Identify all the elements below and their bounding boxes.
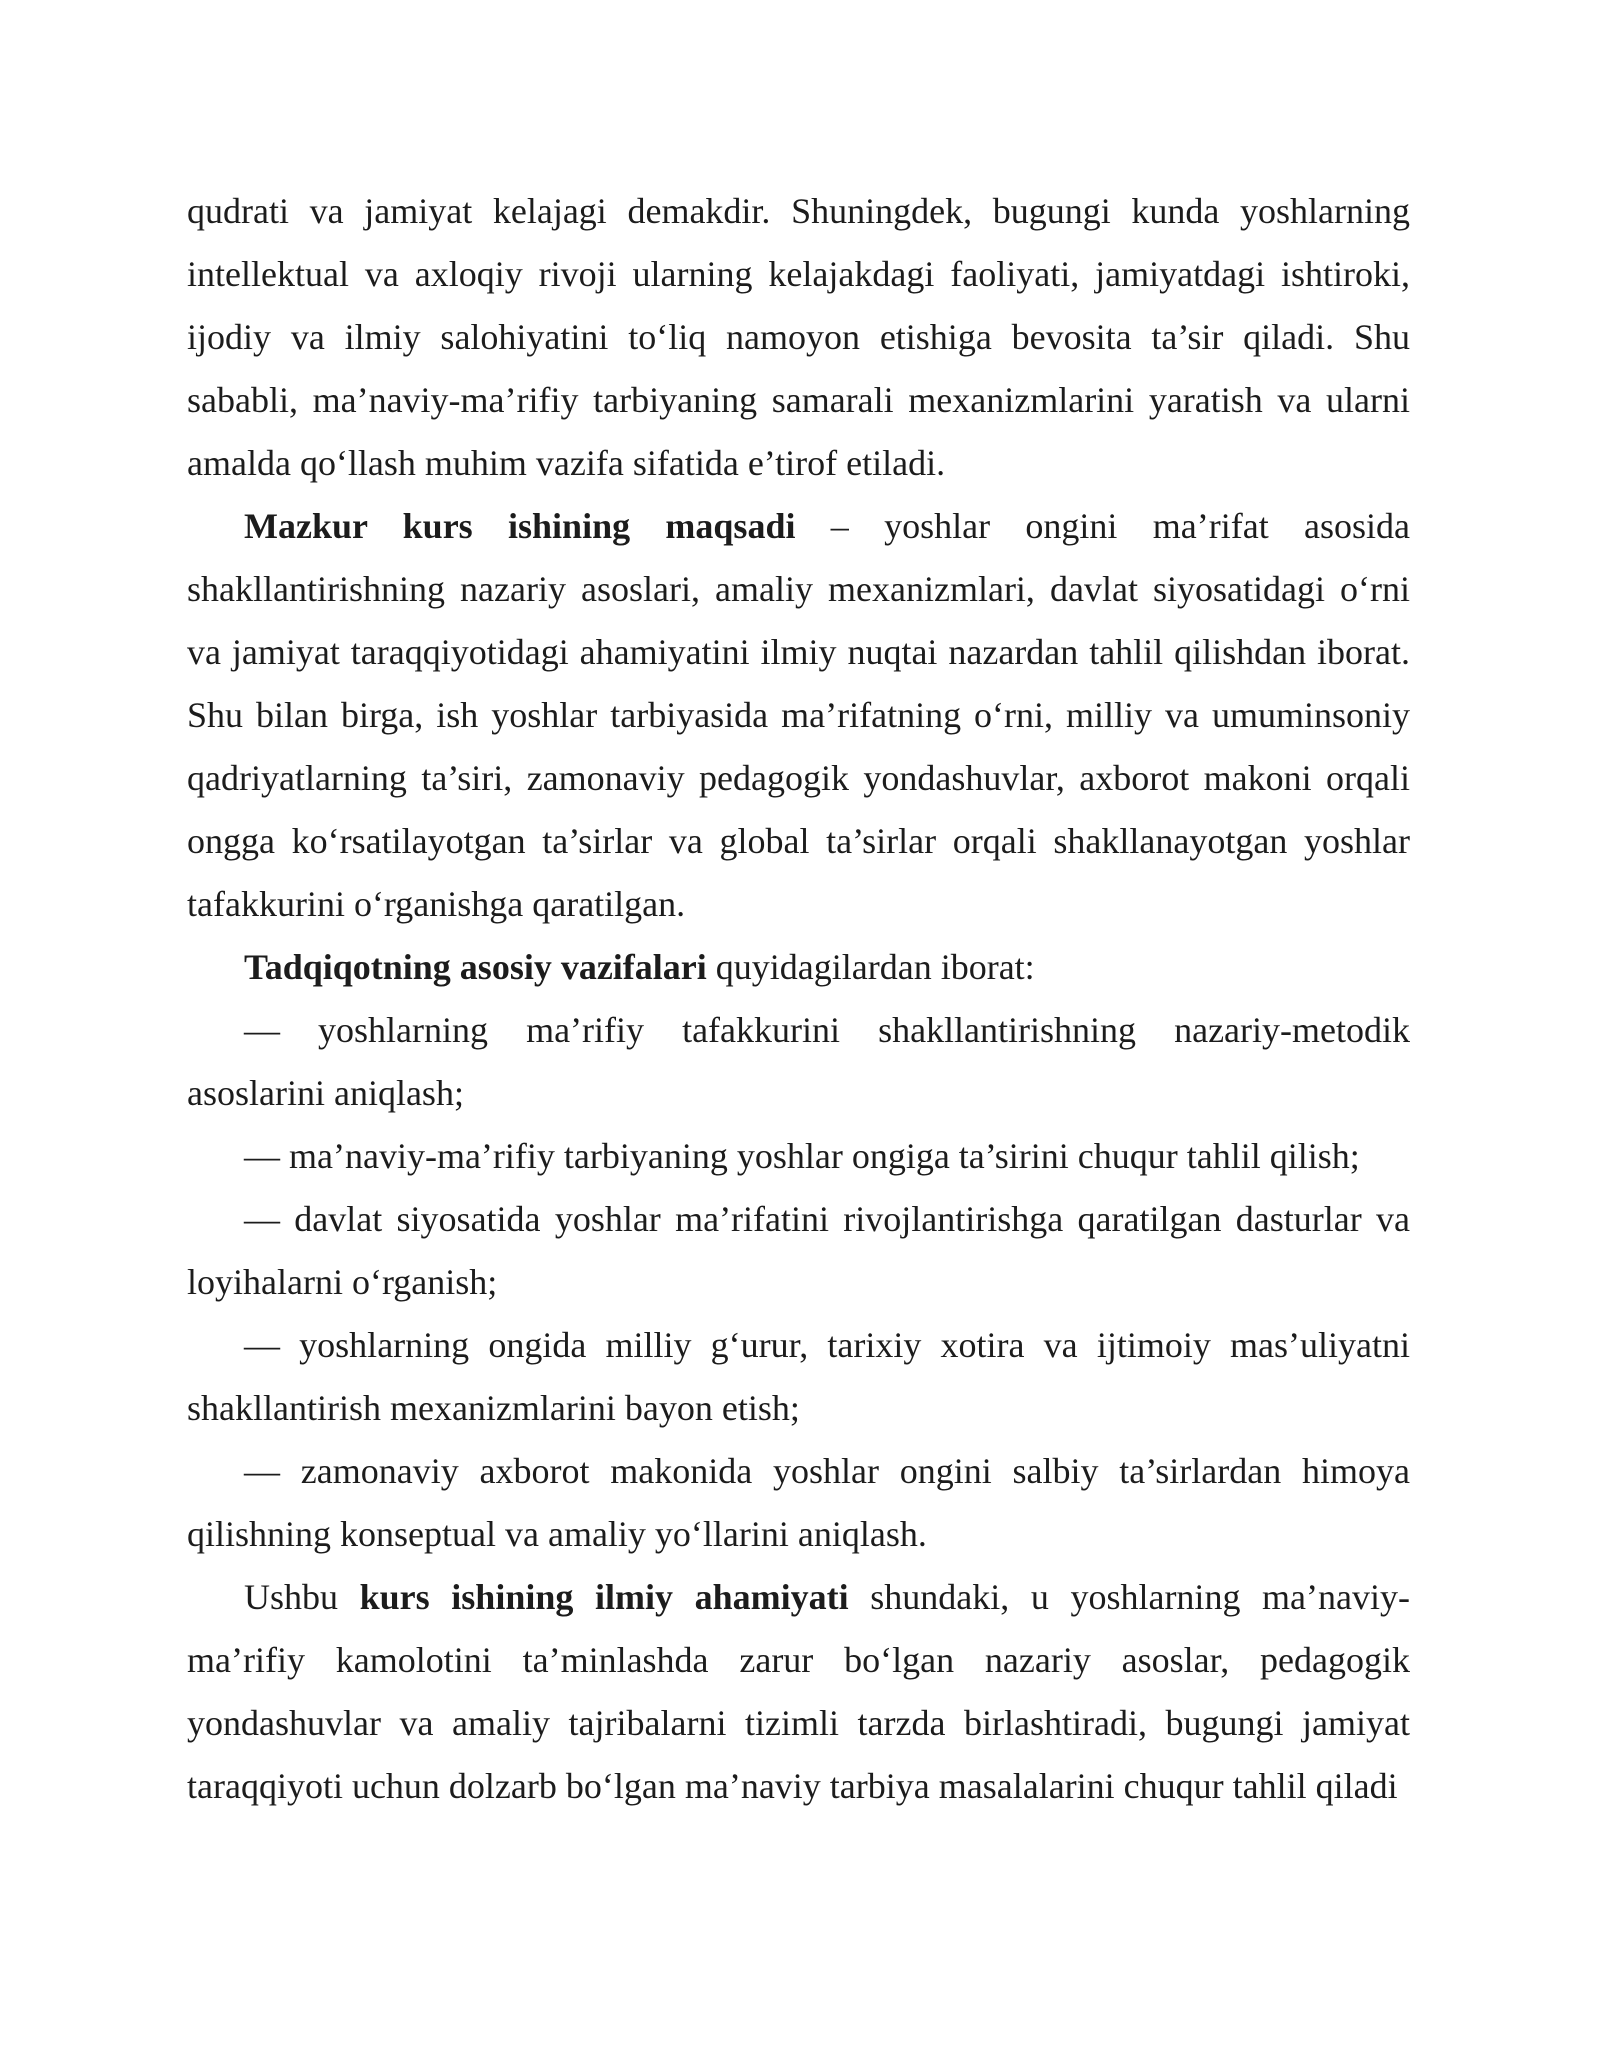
paragraph-tasks-heading: [187, 936, 1410, 999]
paragraph-purpose: [187, 495, 1410, 936]
paragraph-text: – yoshlar ongini ma’rifat asosida shakllantirishning nazariy asoslari, amaliy mexanizmlari, davlat siyosatidagi o‘rni va jamiyat taraqqiyotidagi ahamiyatini ilmiy nuqtai nazardan tahlil qilishdan iborat. Shu bilan birga, ish yoshlar tarbiyasida ma’rifatning o‘rni, milliy va umuminsoniy qadriyatlarning ta’siri, zamonaviy pedagogik yondashuvlar, axborot makoni orqali ongga ko‘rsatilayotgan ta’sirlar va global ta’sirlar orqali shakllanayotgan yoshlar tafakkurini o‘rganishga qaratilgan.: [187, 506, 1410, 924]
paragraph-text: qudrati va jamiyat kelajagi demakdir. Shuningdek, bugungi kunda yoshlarning intellektual va axloqiy rivoji ularning kelajakdagi faoliyati, jamiyatdagi ishtiroki, ijodiy va ilmiy salohiyatini to‘liq namoyon etishiga bevosita ta’sir qiladi. Shu sababli, ma’naviy-ma’rifiy tarbiyaning samarali mexanizmlarini yaratish va ularni amalda qo‘llash muhim vazifa sifatida e’tirof etiladi.: [187, 191, 1410, 483]
document-page: [187, 180, 1410, 1818]
paragraph-text: quyidagilardan iborat:: [706, 947, 1035, 987]
paragraph-significance: [187, 1566, 1410, 1818]
task-list-item: [187, 1188, 1410, 1314]
paragraph-text: Ushbu: [244, 1577, 360, 1617]
task-text: — ma’naviy-ma’rifiy tarbiyaning yoshlar ongiga ta’sirini chuqur tahlil qilish;: [244, 1136, 1360, 1176]
tasks-heading: Tadqiqotning asosiy vazifalari: [244, 947, 707, 987]
task-text: — zamonaviy axborot makonida yoshlar ongini salbiy ta’sirlardan himoya qilishning konseptual va amaliy yo‘llarini aniqlash.: [187, 1451, 1410, 1554]
paragraph-intro: [187, 180, 1410, 495]
task-text: — yoshlarning ma’rifiy tafakkurini shakllantirishning nazariy-metodik asoslarini aniqlash;: [187, 1010, 1410, 1113]
task-list-item: [187, 1440, 1410, 1566]
task-text: — yoshlarning ongida milliy g‘urur, tarixiy xotira va ijtimoiy mas’uliyatni shakllantirish mexanizmlarini bayon etish;: [187, 1325, 1410, 1428]
task-list-item: [187, 1314, 1410, 1440]
task-list-item: [187, 999, 1410, 1125]
task-list-item: [187, 1125, 1410, 1188]
purpose-heading: Mazkur kurs ishining maqsadi: [244, 506, 796, 546]
paragraph-text: shundaki, u yoshlarning ma’naviy-ma’rifiy kamolotini ta’minlashda zarur bo‘lgan nazariy asoslar, pedagogik yondashuvlar va amaliy tajribalarni tizimli tarzda birlashtiradi, bugungi jamiyat taraqqiyoti uchun dolzarb bo‘lgan ma’naviy tarbiya masalalarini chuqur tahlil qiladi: [187, 1577, 1410, 1806]
task-text: — davlat siyosatida yoshlar ma’rifatini rivojlantirishga qaratilgan dasturlar va loyihalarni o‘rganish;: [187, 1199, 1410, 1302]
significance-heading: kurs ishining ilmiy ahamiyati: [359, 1577, 849, 1617]
